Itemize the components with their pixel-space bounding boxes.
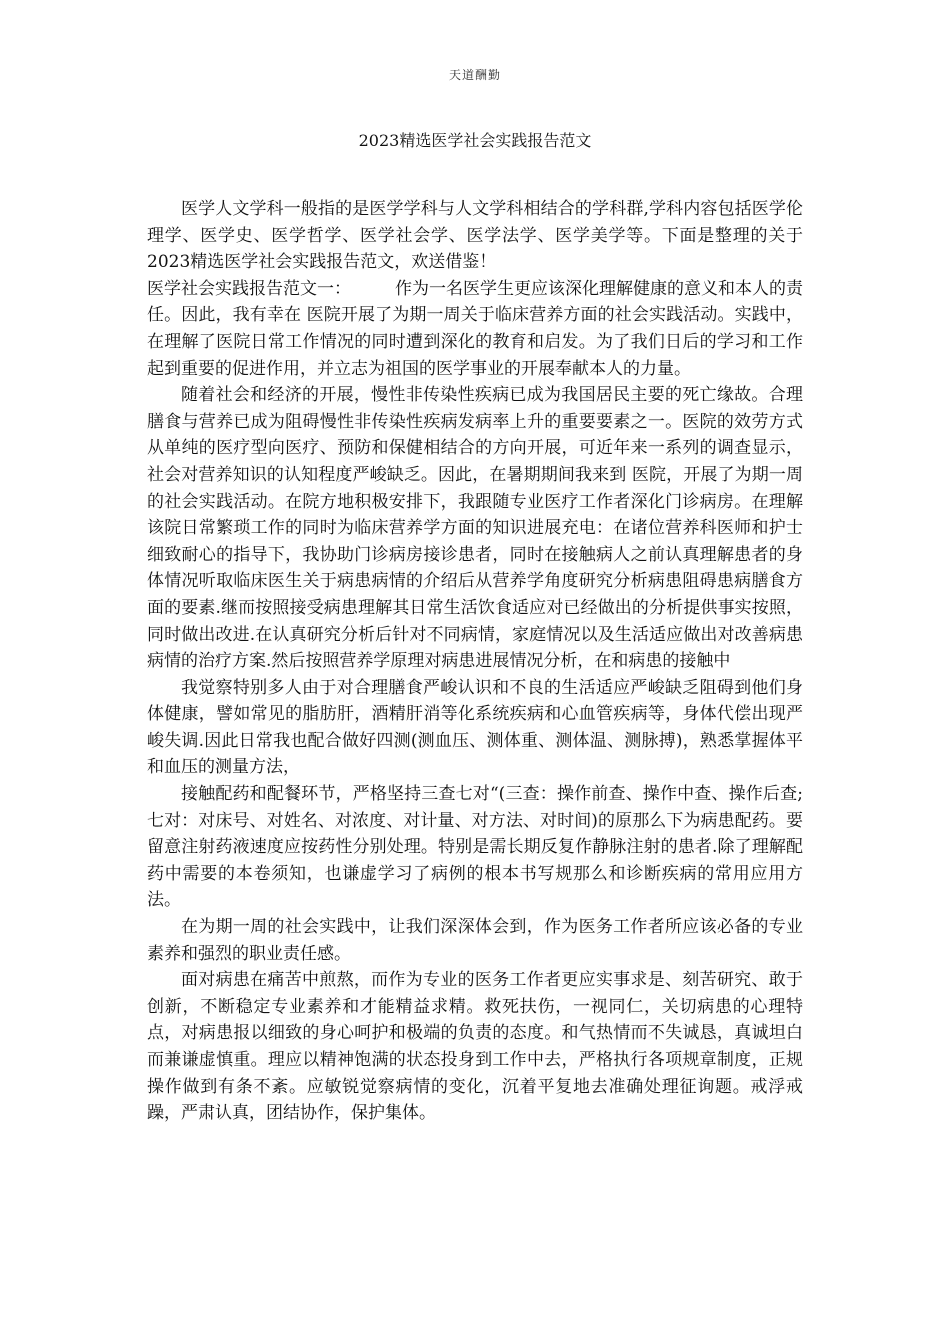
section-label: 医学社会实践报告范文一： xyxy=(147,278,351,299)
body-paragraph: 在为期一周的社会实践中，让我们深深体会到，作为医务工作者所应该必备的专业素养和强烈的职业责任感。 xyxy=(147,917,803,964)
body-paragraph: 面对病患在痛苦中煎熬，而作为专业的医务工作者更应实事求是、刻苦研究、敢于创新，不断稳定专业素养和才能精益求精。救死扶伤，一视同仁，关切病患的心理特点，对病患报以细致的身心呵护和极端的负责的态度。和气热情而不失诚恳，真诚坦白而兼谦虚慎重。理应以精神饱满的状态投身到工作中去，严格执行各项规章制度，正规操作做到有条不紊。应敏锐觉察病情的变化，沉着平复地去准确处理征询题。戒浮戒躁，严肃认真，团结协作，保护集体。 xyxy=(147,970,803,1124)
page-header: 天道酬勤 xyxy=(448,68,501,82)
body-paragraph: 随着社会和经济的开展，慢性非传染性疾病已成为我国居民主要的死亡缘故。合理膳食与营养已成为阻碍慢性非传染性疾病发病率上升的重要要素之一。医院的效劳方式从单纯的医疗型向医疗、预防和保健相结合的方向开展，可近年来一系列的调查显示，社会对营养知识的认知程度严峻缺乏。因此，在暑期期间我来到 医院，开展了为期一周的社会实践活动。在院方地积极安排下，我跟随专业医疗工作者深化门诊病房。在理解该院日常繁琐工作的同时为临床营养学方面的知识进展充电：在诸位营养科医师和护士细致耐心的指导下，我协助门诊病房接诊患者，同时在接触病人之前认真理解患者的身体情况听取临床医生关于病患病情的介绍后从营养学角度研究分析病患阻碍患病膳食方面的要素.继而按照接受病患理解其日常生活饮食适应对已经做出的分析提供事实按照，同时做出改进.在认真研究分析后针对不同病情，家庭情况以及生活适应做出对改善病患病情的治疗方案.然后按照营养学原理对病患进展情况分析，在和病患的接触中 xyxy=(147,385,803,672)
body-paragraph: 接触配药和配餐环节，严格坚持三查七对“(三查：操作前查、操作中查、操作后查;七对：对床号、对姓名、对浓度、对计量、对方法、对时间)的原那么下为病患配药。要留意注射药液速度应按药性分别处理。特别是需长期反复作静脉注射的患者.除了理解配药中需要的本卷须知，也谦虚学习了病例的根本书写规那么和诊断疾病的常用应用方法。 xyxy=(147,784,803,911)
intro-paragraph: 医学人文学科一般指的是医学学科与人文学科相结合的学科群,学科内容包括医学伦理学、医学史、医学哲学、医学社会学、医学法学、医学美学等。下面是整理的关于2023精选医学社会实践报告范文，欢送借鉴！ xyxy=(147,199,803,273)
section-paragraph xyxy=(147,276,803,382)
document-title: 2023精选医学社会实践报告范文 xyxy=(358,131,592,150)
body-paragraph: 我觉察特别多人由于对合理膳食严峻认识和不良的生活适应严峻缺乏阻碍到他们身体健康，譬如常见的脂肪肝，酒精肝消等化系统疾病和心血管疾病等，身体代偿出现严峻失调.因此日常我也配合做好四测(测血压、测体重、测体温、测脉搏)，熟悉掌握体平和血压的测量方法， xyxy=(147,677,803,778)
document-body xyxy=(147,196,803,1127)
section-first-text: 作为一名医学生更应该深化理解健康的意义和本人的责任。因此，我有幸在 医院开展了为期一周关于临床营养方面的社会实践活动。实践中，在理解了医院日常工作情况的同时遭到深化的教育和启发。为了我们日后的学习和工作起到重要的促进作用，并立志为祖国的医学事业的开展奉献本人的力量。 xyxy=(147,278,803,379)
